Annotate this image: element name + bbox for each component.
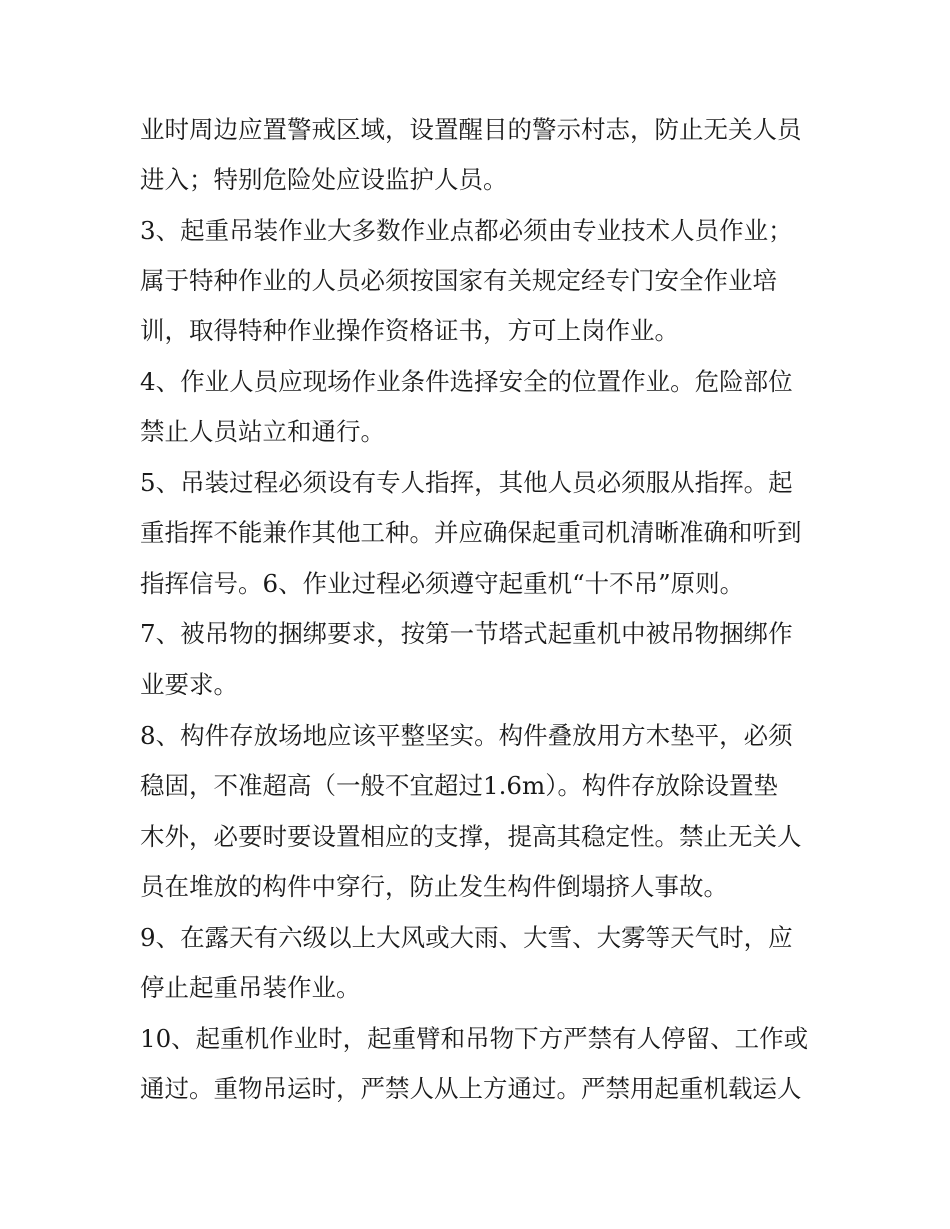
text-line: 业要求。 [140,670,238,699]
text-line: 10、起重机作业时，起重臂和吊物下方严禁有人停留、工作或 [140,1024,809,1053]
text-line: 4、作业人员应现场作业条件选择安全的位置作业。危险部位 [140,367,793,396]
text-line: 进入；特别危险处应设监护人员。 [140,165,508,194]
text-line: 通过。重物吊运时，严禁人从上方通过。严禁用起重机载运人 [140,1074,802,1103]
text-line: 属于特种作业的人员必须按国家有关规定经专门安全作业培 [140,266,777,295]
text-line: 7、被吊物的捆绑要求，按第一节塔式起重机中被吊物捆绑作 [140,619,793,648]
text-line: 重指挥不能兼作其他工种。并应确保起重司机清晰准确和听到 [140,518,802,547]
text-line: 业时周边应置警戒区域，设置醒目的警示村志，防止无关人员 [140,115,802,144]
text-line: 3、起重吊装作业大多数作业点都必须由专业技术人员作业； [140,216,793,245]
text-line: 训，取得特种作业操作资格证书，方可上岗作业。 [140,316,679,345]
text-line: 禁止人员站立和通行。 [140,417,385,446]
text-line: 8、构件存放场地应该平整坚实。构件叠放用方木垫平，必须 [140,721,793,750]
text-line: 员在堆放的构件中穿行，防止发生构件倒塌挤人事故。 [140,872,728,901]
text-line: 9、在露天有六级以上大风或大雨、大雪、大雾等天气时，应 [140,923,793,952]
text-line: 木外，必要时要设置相应的支撑，提高其稳定性。禁止无关人 [140,822,802,851]
text-line: 指挥信号。6、作业过程必须遵守起重机“十不吊”原则。 [140,569,745,598]
text-line: 停止起重吊装作业。 [140,973,361,1002]
text-line: 稳固，不准超高（一般不宜超过1.6m）。构件存放除设置垫 [140,771,778,800]
text-line: 5、吊装过程必须设有专人指挥，其他人员必须服从指挥。起 [140,468,793,497]
